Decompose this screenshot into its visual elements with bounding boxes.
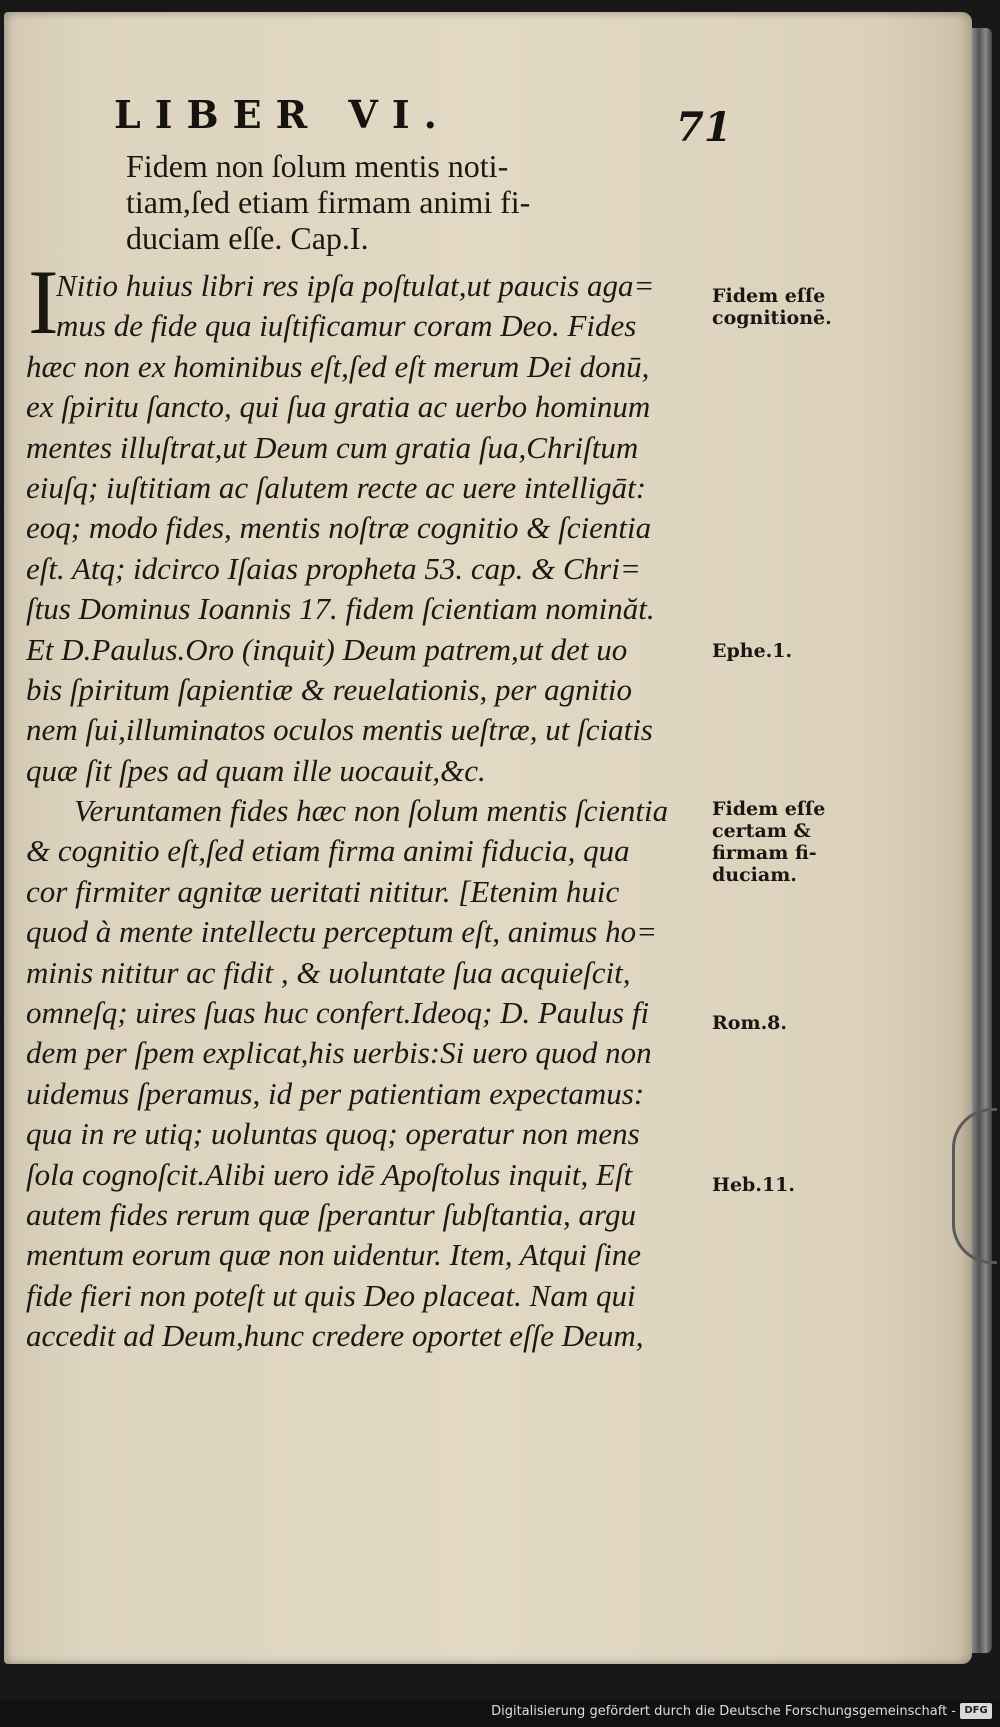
marginal-note-line: Heb.11.	[712, 1174, 795, 1196]
text-line: mentes illuſtrat,ut Deum cum gratia ſua,Chriſtum	[26, 429, 639, 465]
text-line: & cognitio eſt,ſed etiam firma animi fiducia, qua	[26, 833, 630, 869]
text-line: autem fides rerum quæ ſperantur ſubſtantia, argu	[26, 1196, 636, 1232]
text-line: dem per ſpem explicat,his uerbis:Si uero quod non	[26, 1035, 652, 1071]
chapter-title	[126, 148, 646, 256]
text-line: eoq; modo fides, mentis noſtræ cognitio & ſcientia	[26, 510, 652, 546]
marginal-note	[712, 1012, 787, 1034]
marginal-note-line: firmam fi-	[712, 842, 817, 864]
text-line: Veruntamen fides hæc non ſolum mentis ſcientia	[74, 793, 669, 829]
marginal-note-line: Fidem eſſe	[712, 798, 826, 820]
marginal-note-line: cognitionē.	[712, 307, 832, 329]
text-line: ſtus Dominus Ioannis 17. fidem ſcientiam nominăt.	[26, 591, 655, 627]
text-line: accedit ad Deum,hunc credere oportet eſſe Deum,	[26, 1318, 644, 1354]
text-line: hæc non ex hominibus eſt,ſed eſt merum Dei donū,	[26, 348, 650, 384]
body-text	[26, 266, 716, 1357]
text-line: ex ſpiritu ſancto, qui ſua gratia ac uerbo hominum	[26, 389, 651, 425]
marginal-note	[712, 1174, 795, 1196]
text-line: mentum eorum quæ non uidentur. Item, Atqui ſine	[26, 1237, 642, 1273]
marginal-note-line: Rom.8.	[712, 1012, 788, 1034]
dfg-logo: DFG	[960, 1703, 992, 1719]
text-line: quod à mente intellectu perceptum eſt, animus ho=	[26, 914, 658, 950]
text-line: bis ſpiritum ſapientiæ & reuelationis, per agnitio	[26, 671, 632, 707]
text-line: uidemus ſperamus, id per patientiam expectamus:	[26, 1075, 645, 1111]
marginal-note-line: certam &	[712, 820, 811, 842]
text-line: eiuſq; iuſtitiam ac ſalutem recte ac uere intelligāt:	[26, 469, 647, 505]
text-line: Nitio huius libri res ipſa poſtulat,ut paucis aga=	[56, 268, 655, 303]
text-line: quæ ſit ſpes ad quam ille uocauit,&c.	[26, 752, 486, 788]
book-clasp	[952, 1108, 997, 1264]
marginal-note-line: Ephe.1.	[712, 640, 793, 662]
chapter-title-line: tiam,ſed etiam firmam animi fi-	[126, 184, 531, 220]
marginal-note	[712, 640, 792, 662]
text-line: qua in re utiq; uoluntas quoq; operatur non mens	[26, 1116, 640, 1152]
running-head: LIBER VI.	[114, 92, 451, 137]
text-line: minis nititur ac fidit , & uoluntate ſua acquieſcit,	[26, 954, 631, 990]
text-line: ſola cognoſcit.Alibi uero idē Apoſtolus inquit, Eſt	[26, 1156, 633, 1192]
text-line: mus de fide qua iuſtificamur coram Deo. Fides	[56, 308, 637, 344]
marginal-note-line: Fidem eſſe	[712, 285, 826, 307]
text-line: eſt. Atq; idcirco Iſaias propheta 53. cap. & Chri=	[26, 550, 641, 586]
text-line: Et D.Paulus.Oro (inquit) Deum patrem,ut det uo	[26, 631, 628, 667]
text-line: omneſq; uires ſuas huc confert.Ideoq; D. Paulus fi	[26, 995, 650, 1031]
chapter-title-line: Fidem non ſolum mentis noti-	[126, 148, 509, 184]
page-number: 71	[676, 104, 732, 151]
text-line: fide fieri non poteſt ut quis Deo placeat. Nam qui	[26, 1277, 636, 1313]
chapter-title-line: duciam eſſe. Cap.I.	[126, 220, 369, 256]
marginal-note	[712, 798, 825, 886]
text-line: cor firmiter agnitæ ueritati nititur. [Etenim huic	[26, 873, 620, 909]
marginal-note	[712, 285, 832, 329]
marginal-note-line: duciam.	[712, 864, 797, 886]
drop-cap-initial: I	[28, 251, 59, 353]
text-line: nem ſui,illuminatos oculos mentis ueſtræ, ut ſciatis	[26, 712, 653, 748]
funding-credit: Digitalisierung gefördert durch die Deutsche Forschungsgemeinschaft -	[491, 1704, 956, 1719]
